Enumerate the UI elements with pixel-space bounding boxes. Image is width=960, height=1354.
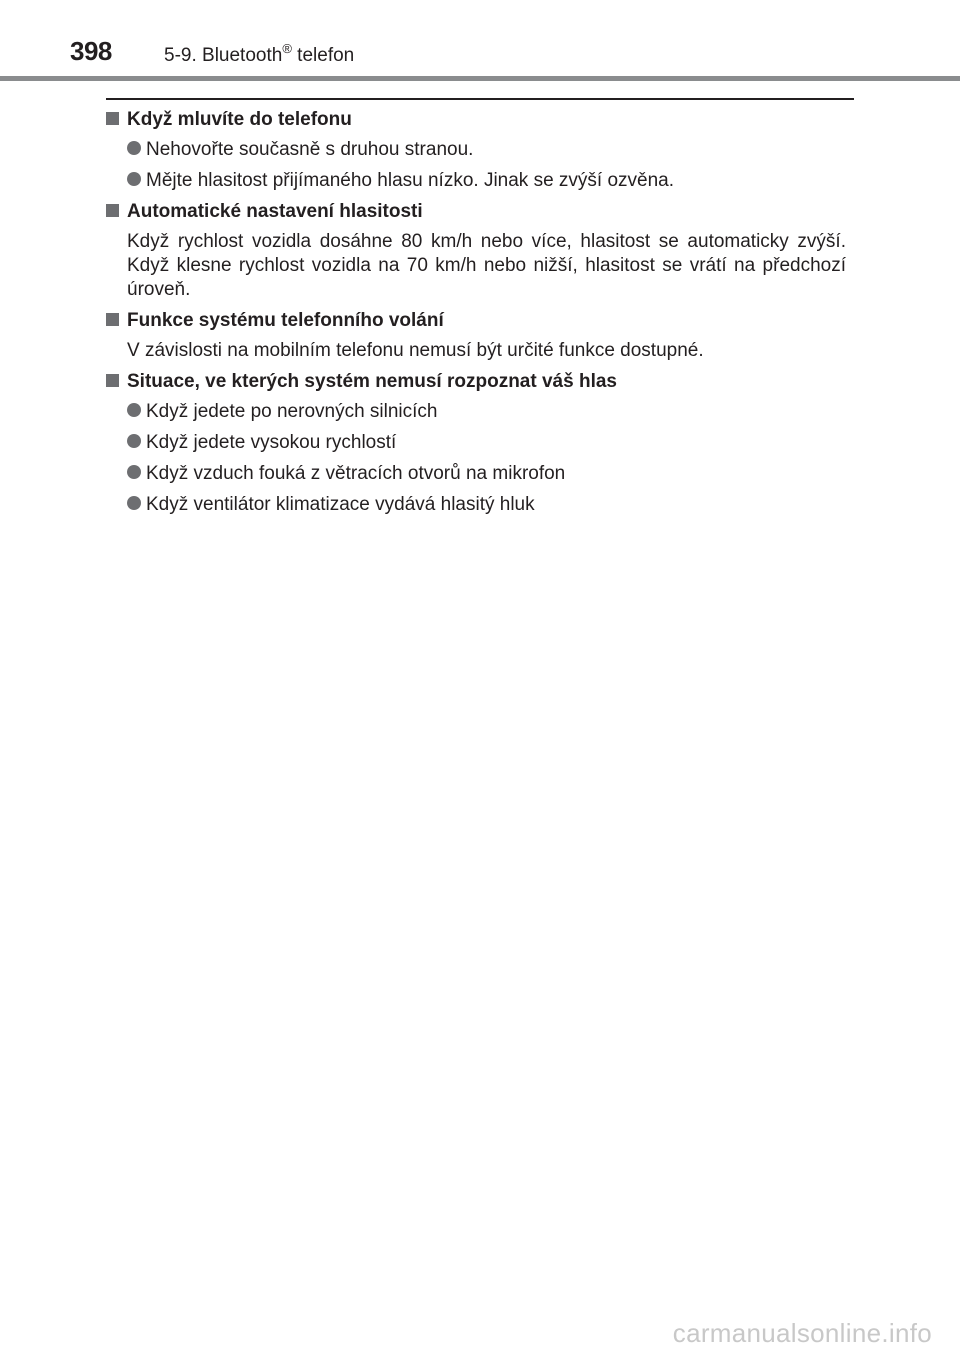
round-bullet-icon bbox=[127, 434, 141, 448]
section-paragraph: V závislosti na mobilním telefonu nemusí být určité funkce dostupné. bbox=[127, 340, 704, 361]
section-heading-text: Funkce systému telefonního volání bbox=[127, 310, 444, 331]
watermark: carmanualsonline.info bbox=[672, 1318, 932, 1348]
page-header bbox=[0, 0, 960, 80]
round-bullet-icon bbox=[127, 141, 141, 155]
list-item-text: Nehovořte současně s druhou stranou. bbox=[146, 139, 474, 160]
content-divider bbox=[106, 98, 854, 100]
list-item bbox=[106, 493, 846, 517]
header-rule bbox=[0, 76, 960, 81]
section-auto-volume bbox=[106, 200, 846, 302]
list-item bbox=[106, 431, 846, 455]
list-item bbox=[106, 169, 846, 193]
list-item bbox=[106, 138, 846, 162]
page-number: 398 bbox=[70, 36, 112, 66]
section-heading bbox=[106, 108, 846, 132]
section-heading bbox=[106, 200, 846, 224]
list-item-text: Když jedete po nerovných silnicích bbox=[146, 401, 438, 422]
chapter-title bbox=[164, 41, 355, 67]
chapter-title-suffix: telefon bbox=[291, 45, 355, 66]
section-heading-text: Automatické nastavení hlasitosti bbox=[127, 201, 423, 222]
section-heading-text: Když mluvíte do telefonu bbox=[127, 109, 352, 130]
section-heading bbox=[106, 309, 846, 333]
square-bullet-icon bbox=[106, 374, 119, 387]
list-item-text: Když vzduch fouká z větracích otvorů na mikrofon bbox=[146, 463, 566, 484]
section-call-functions bbox=[106, 309, 846, 363]
round-bullet-icon bbox=[127, 496, 141, 510]
list-item-text: Mějte hlasitost přijímaného hlasu nízko. Jinak se zvýší ozvěna. bbox=[146, 170, 675, 191]
section-speaking bbox=[106, 108, 846, 193]
list-item-text: Když jedete vysokou rychlostí bbox=[146, 432, 397, 453]
round-bullet-icon bbox=[127, 172, 141, 186]
list-item bbox=[106, 462, 846, 486]
round-bullet-icon bbox=[127, 465, 141, 479]
section-heading bbox=[106, 370, 846, 394]
square-bullet-icon bbox=[106, 313, 119, 326]
list-item-text: Když ventilátor klimatizace vydává hlasitý hluk bbox=[146, 494, 535, 515]
section-voice-recognition bbox=[106, 370, 846, 517]
square-bullet-icon bbox=[106, 112, 119, 125]
section-paragraph: Když rychlost vozidla dosáhne 80 km/h nebo více, hlasitost se automaticky zvýší. Když klesne rychlost vozidla na 70 km/h nebo nižší, hlasitost se vrátí na předchozí úroveň. bbox=[127, 231, 846, 300]
chapter-title-prefix: 5-9. Bluetooth bbox=[164, 45, 283, 66]
list-item bbox=[106, 400, 846, 424]
registered-mark: ® bbox=[282, 41, 292, 56]
round-bullet-icon bbox=[127, 403, 141, 417]
page-content bbox=[106, 108, 846, 524]
section-heading-text: Situace, ve kterých systém nemusí rozpoznat váš hlas bbox=[127, 371, 617, 392]
square-bullet-icon bbox=[106, 204, 119, 217]
